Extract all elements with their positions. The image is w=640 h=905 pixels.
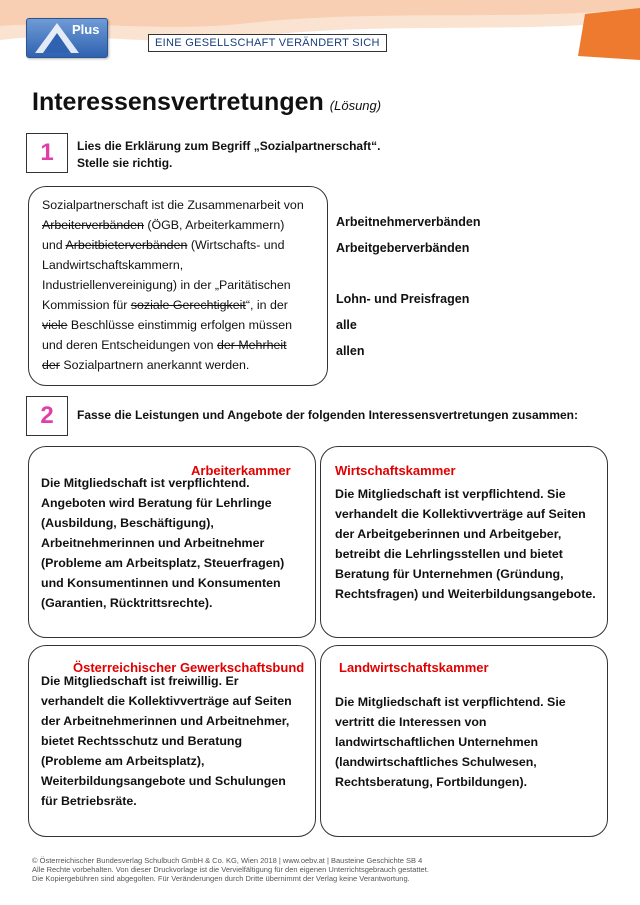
struck-word: Arbeiterverbänden [42,218,144,232]
struck-word: Arbeitbieterverbänden [65,238,188,252]
card-arbeiterkammer [28,446,316,638]
footer-line: © Österreichischer Bundesverlag Schulbuch GmbH & Co. KG, Wien 2018 | www.oebv.at | Bausteine Geschichte SB 4 [32,856,423,865]
logo-text: Plus [72,22,100,37]
card-landwirtschaftskammer [320,645,608,837]
card-heading: Arbeiterkammer [191,463,291,478]
answer-correction: alle [336,318,357,332]
text-line: der Sozialpartnern anerkannt werden. [42,358,250,372]
card-body: Die Mitgliedschaft ist freiwillig. Er verhandelt die Kollektivverträge auf Seiten der Arbeitnehmerinnen und Arbeitnehmer, bietet Rechtsschutz und Beratung (Probleme am Arbeitsplatz), Weiterbildungsangebote und Schulungen für Betriebsräte. [41,674,292,808]
footer-line: Alle Rechte vorbehalten. Von dieser Druckvorlage ist die Vervielfältigung für den eigenen Unterrichtsgebrauch gestattet. [32,865,429,874]
answer-correction: Lohn- und Preisfragen [336,292,470,306]
task-2-instruction: Fasse die Leistungen und Angebote der folgenden Interessensvertretungen zusammen: [77,408,578,422]
struck-word: viele [42,318,68,332]
text-line: Sozialpartnerschaft ist die Zusammenarbeit von [42,198,304,212]
task-1-instruction [77,138,380,172]
title-main: Interessensvertretungen [32,88,324,116]
answer-correction: Arbeitgeberverbänden [336,241,470,255]
text-line: Industriellenvereinigung) in der „Paritätischen [42,278,291,292]
text-line: viele Beschlüsse einstimmig erfolgen müssen [42,318,292,332]
text-line: und deren Entscheidungen von der Mehrheit [42,338,287,352]
card-wirtschaftskammer [320,446,608,638]
text-line: Landwirtschaftskammern, [42,258,184,272]
answer-correction: Arbeitnehmerverbänden [336,215,481,229]
card-heading: Landwirtschaftskammer [339,660,489,675]
card-body: Die Mitgliedschaft ist verpflichtend. Sie vertritt die Interessen von landwirtschaftlichen Unternehmen (landwirtschaftliches Schulwesen, Rechtsberatung, Fortbildungen). [335,695,566,789]
text-line: Arbeiterverbänden (ÖGB, Arbeiterkammern) [42,218,285,232]
text-line: und Arbeitbieterverbänden (Wirtschafts- und [42,238,285,252]
footer-line: Die Kopiergebühren sind abgegolten. Für Veränderungen durch Dritte übernimmt der Verlag keine Verantwortung. [32,874,410,883]
card-gewerkschaftsbund [28,645,316,837]
answer-correction: allen [336,344,365,358]
task-2-number: 2 [26,396,68,436]
page-title [32,88,381,117]
text-line: Kommission für soziale Gerechtigkeit“, in der [42,298,288,312]
struck-word: der Mehrheit [216,338,287,352]
card-body: Die Mitgliedschaft ist verpflichtend. Angeboten wird Beratung für Lehrlinge (Ausbildung, Beschäftigung), Arbeitnehmerinnen und Arbeitnehmer (Probleme am Arbeitsplatz, Steuerfragen) und Konsumentinnen und Konsumenten (Garantien, Rücktrittsrechte). [41,476,285,610]
struck-word: der [42,358,60,372]
card-heading: Österreichischer Gewerkschaftsbund [73,660,305,675]
card-body: Die Mitgliedschaft ist verpflichtend. Sie verhandelt die Kollektivverträge auf Seiten der Arbeitgeberinnen und Arbeitgeber, betreibt die Lehrlingsstellen und bietet Beratung für Unternehmen (Gründung, Rechtsfragen) und Weiterbildungsangebote. [335,487,596,601]
struck-word: soziale Gerechtigkeit [130,298,246,312]
title-solution-note: (Lösung) [329,98,382,113]
task-1-instruction-line-1: Lies die Erklärung zum Begriff „Sozialpartnerschaft“. [77,139,381,153]
series-tagline: EINE GESELLSCHAFT VERÄNDERT SICH [148,34,387,52]
task-1-number: 1 [26,133,68,173]
task-1-instruction-line-2: Stelle sie richtig. [77,156,173,170]
task-1-text-box [28,186,328,386]
card-heading: Wirtschaftskammer [335,463,456,478]
copyright-footer [32,856,632,883]
